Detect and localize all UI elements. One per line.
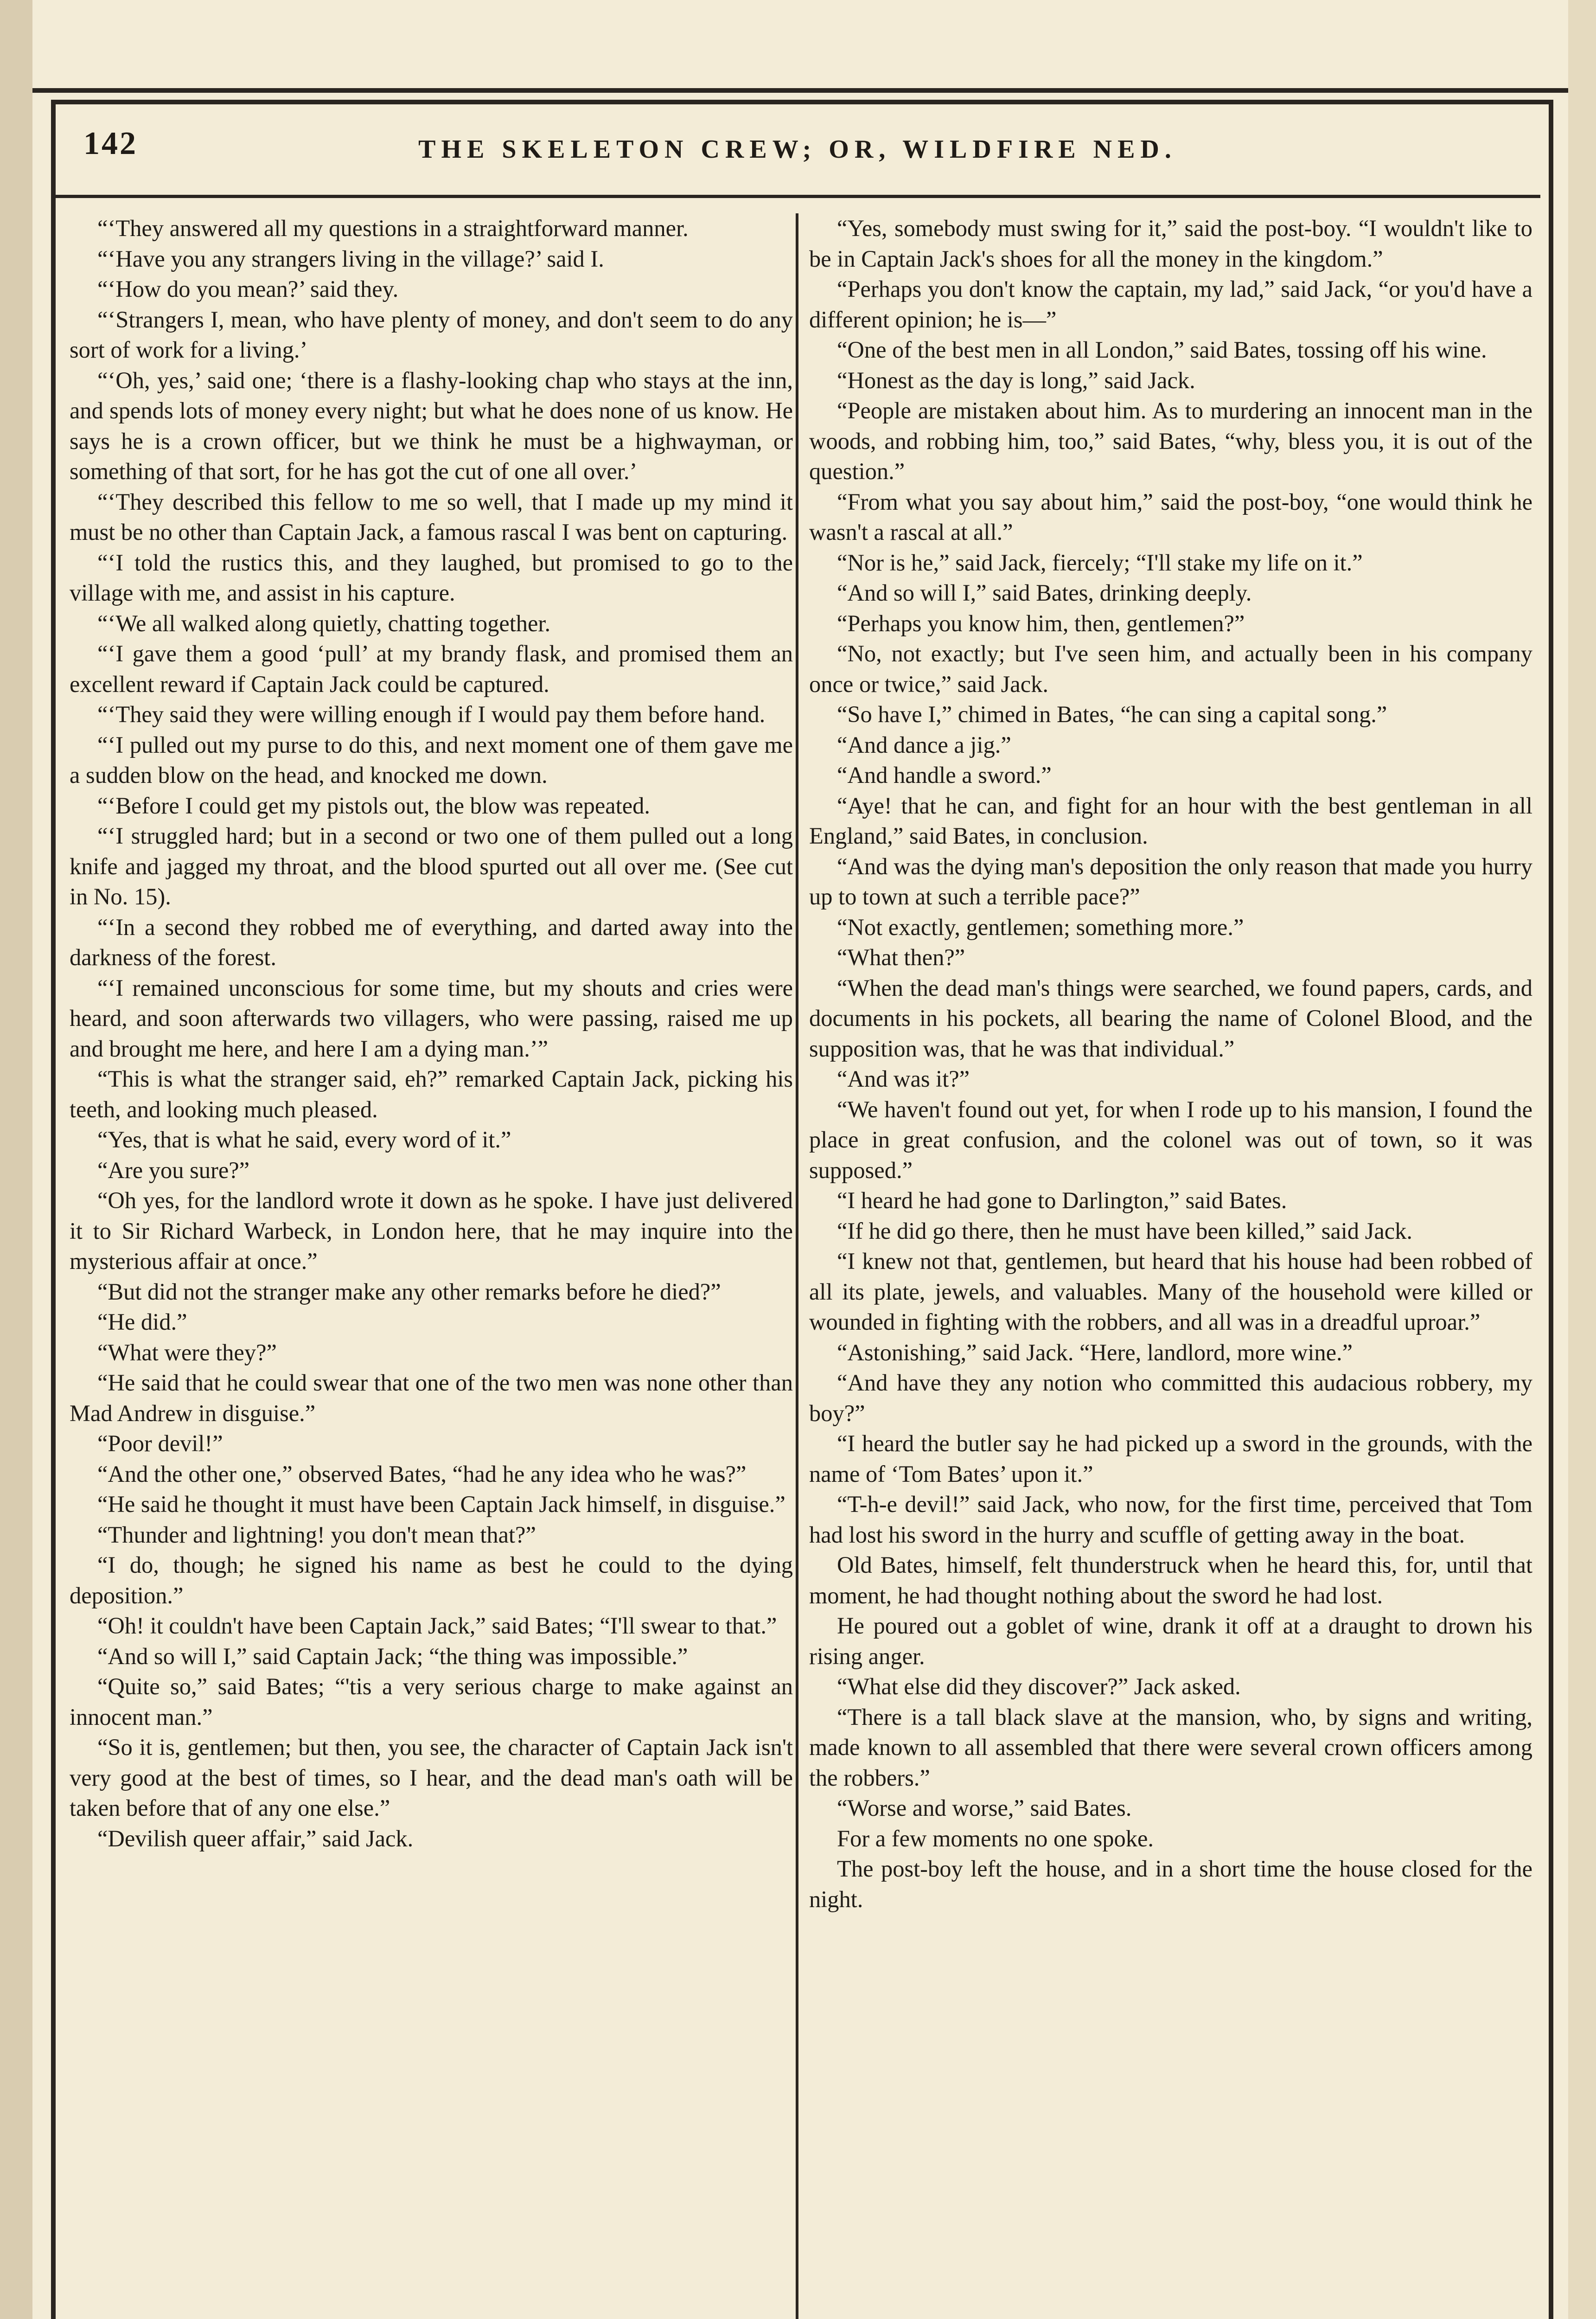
paragraph: “And the other one,” observed Bates, “had he any idea who he was?”: [97, 1461, 747, 1487]
paragraph: “Nor is he,” said Jack, fiercely; “I'll stake my life on it.”: [837, 549, 1363, 576]
paragraph: “Honest as the day is long,” said Jack.: [837, 367, 1195, 393]
paragraph: For a few moments no one spoke.: [837, 1825, 1154, 1851]
column-divider: [796, 213, 798, 2319]
paragraph: “‘Have you any strangers living in the village?’ said I.: [97, 245, 604, 272]
paragraph: “I heard the butler say he had picked up a sword in the grounds, with the name of ‘Tom Bates’ upon it.”: [809, 1430, 1532, 1487]
paragraph: “What then?”: [837, 944, 965, 970]
paragraph: “Worse and worse,” said Bates.: [837, 1795, 1132, 1821]
paragraph: “‘I pulled out my purse to do this, and next moment one of them gave me a sudden blow on the head, and knocked me down.: [70, 731, 793, 788]
page-header: [56, 116, 1539, 186]
paragraph: “Yes, somebody must swing for it,” said the post-boy. “I wouldn't like to be in Captain Jack's shoes for all the money in the kingdom.”: [809, 215, 1532, 272]
paragraph: “I knew not that, gentlemen, but heard that his house had been robbed of all its plate, jewels, and valuables. Many of the household were killed or wounded in fighting with the robbers, and all was in a dreadful uproar.”: [809, 1248, 1532, 1335]
paragraph: He poured out a goblet of wine, drank it off at a draught to drown his rising anger.: [809, 1613, 1532, 1669]
paragraph: “T-h-e devil!” said Jack, who now, for the first time, perceived that Tom had lost his sword in the hurry and scuffle of getting away in the boat.: [809, 1491, 1532, 1548]
paragraph: “‘How do you mean?’ said they.: [97, 276, 399, 302]
paragraph: “‘Oh, yes,’ said one; ‘there is a flashy-looking chap who stays at the inn, and spends lots of money every night; but what he does none of us know. He says he is a crown officer, but we think he must be a highwayman, or something of that sort, for he has got the cut of one all over.’: [70, 367, 793, 484]
paragraph: “This is what the stranger said, eh?” remarked Captain Jack, picking his teeth, and looking much pleased.: [70, 1066, 793, 1122]
paragraph: “From what you say about him,” said the post-boy, “one would think he wasn't a rascal at all.”: [809, 488, 1532, 545]
paragraph: “And dance a jig.”: [837, 731, 1011, 758]
paragraph: “He said that he could swear that one of the two men was none other than Mad Andrew in disguise.”: [70, 1370, 793, 1426]
paragraph: “No, not exactly; but I've seen him, and actually been in his company once or twice,” said Jack.: [809, 641, 1532, 697]
paragraph: “If he did go there, then he must have been killed,” said Jack.: [837, 1217, 1413, 1244]
paragraph: “Thunder and lightning! you don't mean that?”: [97, 1521, 536, 1548]
paragraph: “One of the best men in all London,” said Bates, tossing off his wine.: [837, 337, 1487, 363]
top-rule: [32, 88, 1568, 93]
paragraph: “So have I,” chimed in Bates, “he can sing a capital song.”: [837, 701, 1387, 727]
paragraph: “And was the dying man's deposition the only reason that made you hurry up to town at such a terrible pace?”: [809, 853, 1532, 910]
paragraph: Old Bates, himself, felt thunderstruck when he heard this, for, until that moment, he had thought nothing about the sword he had lost.: [809, 1552, 1532, 1608]
paragraph: “Oh yes, for the landlord wrote it down as he spoke. I have just delivered it to Sir Richard Warbeck, in London here, that he may inquire into the mysterious affair at once.”: [70, 1187, 793, 1274]
scan-margin-left: [0, 0, 32, 2319]
left-column: [70, 213, 793, 2319]
paragraph: “What were they?”: [97, 1339, 277, 1365]
paragraph: “‘Strangers I, mean, who have plenty of money, and don't seem to do any sort of work for a living.’: [70, 306, 793, 363]
paragraph: “Not exactly, gentlemen; something more.”: [837, 914, 1244, 940]
paragraph: “When the dead man's things were searched, we found papers, cards, and documents in his pockets, all bearing the name of Colonel Blood, and the supposition was, that he was that individual.”: [809, 974, 1532, 1062]
paragraph: The post-boy left the house, and in a short time the house closed for the night.: [809, 1856, 1532, 1912]
paragraph: “And handle a sword.”: [837, 762, 1052, 788]
header-rule: [56, 195, 1540, 198]
paragraph: “Yes, that is what he said, every word of it.”: [97, 1127, 511, 1153]
paragraph: “Devilish queer affair,” said Jack.: [97, 1825, 414, 1851]
paragraph: “He said he thought it must have been Captain Jack himself, in disguise.”: [97, 1491, 785, 1517]
paragraph: “But did not the stranger make any other remarks before he died?”: [97, 1278, 721, 1305]
paragraph: “Aye! that he can, and fight for an hour with the best gentleman in all England,” said Bates, in conclusion.: [809, 792, 1532, 849]
paragraph: “Poor devil!”: [97, 1430, 223, 1456]
paragraph: “I heard he had gone to Darlington,” said Bates.: [837, 1187, 1287, 1213]
paragraph: “And have they any notion who committed this audacious robbery, my boy?”: [809, 1370, 1532, 1426]
paragraph: “Quite so,” said Bates; “'tis a very serious charge to make against an innocent man.”: [70, 1673, 793, 1730]
paragraph: “‘I remained unconscious for some time, but my shouts and cries were heard, and soon afterwards two villagers, who were passing, raised me up and brought me here, and here I am a dying man.’”: [70, 974, 793, 1062]
paragraph: “People are mistaken about him. As to murdering an innocent man in the woods, and robbing him, too,” said Bates, “why, bless you, it is out of the question.”: [809, 397, 1532, 484]
paragraph: “We haven't found out yet, for when I rode up to his mansion, I found the place in great confusion, and the colonel was out of town, so it was supposed.”: [809, 1096, 1532, 1183]
paragraph: “‘They said they were willing enough if I would pay them before hand.: [97, 701, 766, 727]
paragraph: “I do, though; he signed his name as best he could to the dying deposition.”: [70, 1552, 793, 1608]
paragraph: “There is a tall black slave at the mansion, who, by signs and writing, made known to all assembled that there were several crown officers among the robbers.”: [809, 1704, 1532, 1791]
paragraph: “‘In a second they robbed me of everything, and darted away into the darkness of the forest.: [70, 914, 793, 970]
paragraph: “‘Before I could get my pistols out, the blow was repeated.: [97, 792, 651, 819]
paragraph: “He did.”: [97, 1309, 187, 1335]
page-number: 142: [83, 126, 138, 161]
paragraph: “Are you sure?”: [97, 1157, 250, 1183]
scan-margin-right: [1568, 0, 1596, 2319]
right-column: [809, 213, 1532, 2319]
paragraph: “And so will I,” said Bates, drinking deeply.: [837, 580, 1252, 606]
paragraph: “So it is, gentlemen; but then, you see, the character of Captain Jack isn't very good at the best of times, so I hear, and the dead man's oath will be taken before that of any one else.”: [70, 1734, 793, 1821]
paragraph: “Oh! it couldn't have been Captain Jack,” said Bates; “I'll swear to that.”: [97, 1613, 777, 1639]
paragraph: “‘They answered all my questions in a straightforward manner.: [97, 215, 689, 241]
paragraph: “What else did they discover?” Jack asked.: [837, 1673, 1241, 1699]
paragraph: “And so will I,” said Captain Jack; “the thing was impossible.”: [97, 1643, 688, 1669]
paragraph: “‘I gave them a good ‘pull’ at my brandy flask, and promised them an excellent reward if Captain Jack could be captured.: [70, 641, 793, 697]
paragraph: “Perhaps you don't know the captain, my lad,” said Jack, “or you'd have a different opinion; he is—”: [809, 276, 1532, 333]
paragraph: “And was it?”: [837, 1066, 970, 1092]
paragraph: “‘I told the rustics this, and they laughed, but promised to go to the village with me, and assist in his capture.: [70, 549, 793, 606]
running-title: THE SKELETON CREW; OR, WILDFIRE NED.: [418, 135, 1177, 164]
paragraph: “‘They described this fellow to me so well, that I made up my mind it must be no other than Captain Jack, a famous rascal I was bent on capturing.: [70, 488, 793, 545]
paragraph: “‘I struggled hard; but in a second or two one of them pulled out a long knife and jagged my throat, and the blood spurted out all over me. (See cut in No. 15).: [70, 823, 793, 910]
paragraph: “‘We all walked along quietly, chatting together.: [97, 610, 551, 636]
paragraph: “Perhaps you know him, then, gentlemen?”: [837, 610, 1245, 636]
paragraph: “Astonishing,” said Jack. “Here, landlord, more wine.”: [837, 1339, 1353, 1365]
